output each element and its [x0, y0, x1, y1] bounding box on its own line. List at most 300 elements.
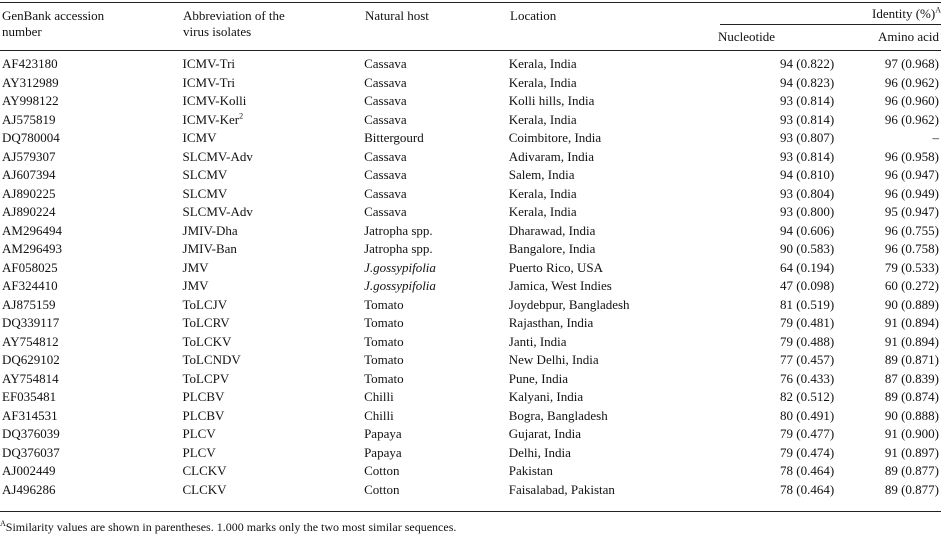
table-row	[0, 240, 941, 259]
table-row	[0, 92, 941, 111]
cell-host-text: Cotton	[364, 481, 400, 497]
cell-abbreviation	[183, 370, 365, 389]
table-row	[0, 166, 941, 185]
cell-host	[364, 111, 509, 130]
cell-abbreviation	[183, 296, 365, 315]
cell-amino-acid-text: 89 (0.877)	[884, 463, 939, 478]
cell-amino-acid-text: 91 (0.897)	[884, 444, 939, 460]
cell-accession-text: AJ579307	[2, 148, 56, 164]
cell-location-text: Joydebpur, Bangladesh	[508, 296, 630, 312]
cell-accession	[0, 259, 183, 278]
cell-abbreviation-text: PLCBV	[182, 389, 225, 404]
cell-location-text: Kerala, India	[508, 185, 577, 201]
cell-location-text: Rajasthan, India	[508, 315, 594, 330]
cell-accession	[0, 148, 183, 167]
cell-accession-text: AF058025	[2, 259, 58, 275]
cell-accession-text: AJ890224	[2, 204, 56, 219]
table-row	[0, 55, 941, 74]
cell-amino-acid	[834, 296, 941, 315]
cell-accession-text: AY754814	[2, 370, 59, 386]
header-abbreviation: Abbreviation of the virus isolates	[183, 8, 285, 39]
cell-abbreviation	[183, 129, 365, 148]
cell-abbreviation	[183, 407, 365, 426]
cell-location	[509, 259, 714, 278]
table-row	[0, 407, 941, 426]
cell-amino-acid-text: 96 (0.758)	[884, 241, 939, 256]
cell-host-text: Papaya	[364, 444, 402, 460]
cell-host-text: Cassava	[364, 148, 407, 164]
cell-abbreviation-text: SLCMV-Adv	[182, 204, 253, 219]
cell-location	[509, 74, 714, 93]
cell-amino-acid-text: 96 (0.962)	[884, 111, 939, 127]
cell-nucleotide-text: 76 (0.433)	[779, 370, 835, 386]
cell-host-text: Tomato	[364, 315, 404, 330]
cell-location-text: Coimbitore, India	[508, 130, 602, 145]
cell-abbreviation	[183, 55, 365, 74]
cell-host	[364, 259, 509, 278]
cell-amino-acid	[834, 407, 941, 426]
cell-abbreviation	[183, 351, 365, 370]
cell-nucleotide-text: 93 (0.804)	[779, 185, 835, 201]
cell-abbreviation-text: ToLCPV	[182, 370, 230, 386]
cell-location-text: Jamica, West Indies	[508, 278, 612, 293]
cell-nucleotide	[713, 277, 834, 296]
cell-amino-acid-text: 79 (0.533)	[884, 259, 939, 275]
cell-location	[509, 388, 714, 407]
top-rule	[0, 2, 941, 3]
cell-abbreviation	[183, 92, 365, 111]
cell-amino-acid	[834, 370, 941, 389]
cell-host	[364, 185, 509, 204]
cell-nucleotide	[713, 185, 834, 204]
cell-location	[509, 277, 714, 296]
cell-accession	[0, 407, 183, 426]
cell-accession-text: AJ575819	[2, 111, 56, 127]
table-row	[0, 185, 941, 204]
cell-nucleotide-text: 79 (0.488)	[779, 333, 835, 349]
cell-location	[509, 111, 714, 130]
cell-nucleotide-text: 94 (0.810)	[779, 167, 835, 182]
cell-accession	[0, 55, 183, 74]
cell-amino-acid-text: 91 (0.900)	[884, 426, 939, 441]
cell-abbreviation-text: CLCKV	[182, 463, 227, 478]
cell-amino-acid-text: 96 (0.958)	[884, 148, 939, 164]
cell-accession-text: DQ629102	[2, 352, 60, 367]
cell-location	[509, 203, 714, 222]
cell-host	[364, 148, 509, 167]
cell-amino-acid	[834, 92, 941, 111]
cell-amino-acid	[834, 425, 941, 444]
cell-location	[509, 296, 714, 315]
cell-location-text: Kerala, India	[508, 74, 577, 90]
cell-abbreviation-text: JMV	[182, 259, 209, 275]
cell-amino-acid-text: 95 (0.947)	[884, 204, 939, 219]
cell-abbreviation	[183, 444, 365, 463]
cell-abbreviation-text: ICMV-Tri	[182, 56, 236, 71]
cell-abbreviation	[183, 259, 365, 278]
header-location: Location	[510, 8, 557, 23]
cell-abbreviation-text: ICMV-Kolli	[182, 93, 247, 108]
cell-accession	[0, 203, 183, 222]
cell-amino-acid-text: 91 (0.894)	[884, 333, 939, 349]
table-row	[0, 314, 941, 333]
table-row	[0, 148, 941, 167]
cell-host	[364, 462, 509, 481]
cell-amino-acid-text: 90 (0.889)	[884, 296, 939, 312]
cell-accession	[0, 481, 183, 500]
cell-accession	[0, 314, 183, 333]
cell-host	[364, 388, 509, 407]
cell-accession	[0, 111, 183, 130]
cell-location	[509, 222, 714, 241]
cell-accession	[0, 425, 183, 444]
table-row	[0, 462, 941, 481]
cell-nucleotide-text: 77 (0.457)	[779, 352, 835, 367]
cell-accession-text: DQ780004	[2, 130, 60, 145]
cell-amino-acid-text: –	[932, 130, 939, 145]
cell-abbreviation	[183, 425, 365, 444]
cell-amino-acid	[834, 259, 941, 278]
cell-abbreviation	[183, 333, 365, 352]
cell-location	[509, 129, 714, 148]
cell-amino-acid-text: 89 (0.877)	[884, 481, 939, 497]
cell-host	[364, 74, 509, 93]
cell-host-text: Cotton	[364, 463, 400, 478]
cell-nucleotide-text: 81 (0.519)	[779, 296, 835, 312]
abbrev-superscript: 2	[239, 111, 244, 121]
cell-amino-acid-text: 96 (0.949)	[884, 185, 939, 201]
cell-accession-text: DQ376037	[2, 444, 60, 460]
cell-abbreviation	[183, 314, 365, 333]
cell-nucleotide-text: 78 (0.464)	[779, 463, 835, 478]
cell-location-text: Bogra, Bangladesh	[508, 407, 608, 423]
cell-abbreviation-text: SLCMV-Adv	[182, 148, 253, 164]
cell-nucleotide-text: 93 (0.814)	[779, 93, 835, 108]
table-row	[0, 129, 941, 148]
cell-amino-acid	[834, 240, 941, 259]
cell-nucleotide-text: 93 (0.800)	[779, 204, 835, 219]
cell-location-text: Puerto Rico, USA	[508, 259, 604, 275]
cell-nucleotide	[713, 314, 834, 333]
cell-abbreviation-text: JMIV-Dha	[182, 222, 238, 238]
cell-nucleotide	[713, 481, 834, 500]
cell-host	[364, 351, 509, 370]
cell-nucleotide-text: 79 (0.477)	[779, 426, 835, 441]
cell-nucleotide	[713, 444, 834, 463]
cell-nucleotide-text: 93 (0.814)	[779, 111, 835, 127]
cell-accession-text: AJ890225	[2, 185, 56, 201]
cell-accession-text: AF314531	[2, 407, 58, 423]
cell-location-text: Kerala, India	[508, 56, 577, 71]
cell-abbreviation	[183, 388, 365, 407]
cell-host-text: Jatropha spp.	[364, 241, 433, 256]
cell-location	[509, 333, 714, 352]
cell-amino-acid	[834, 203, 941, 222]
cell-nucleotide	[713, 407, 834, 426]
cell-amino-acid	[834, 111, 941, 130]
cell-host-text: Tomato	[364, 352, 404, 367]
cell-nucleotide-text: 64 (0.194)	[779, 259, 835, 275]
cell-location	[509, 407, 714, 426]
cell-location	[509, 444, 714, 463]
cell-location	[509, 185, 714, 204]
cell-host	[364, 222, 509, 241]
cell-host-text: Chilli	[364, 389, 394, 404]
cell-nucleotide	[713, 296, 834, 315]
cell-abbreviation	[183, 240, 365, 259]
cell-host	[364, 296, 509, 315]
cell-nucleotide	[713, 462, 834, 481]
cell-host	[364, 425, 509, 444]
cell-location-text: Pune, India	[508, 370, 568, 386]
header-accession: GenBank accession number	[2, 8, 105, 39]
table-row	[0, 425, 941, 444]
cell-host	[364, 166, 509, 185]
cell-nucleotide-text: 79 (0.474)	[779, 444, 835, 460]
cell-host	[364, 92, 509, 111]
cell-location	[509, 351, 714, 370]
cell-amino-acid	[834, 222, 941, 241]
header-nucleotide: Nucleotide	[718, 29, 776, 44]
cell-location-text: Janti, India	[508, 333, 567, 349]
cell-abbreviation-text: JMV	[182, 278, 209, 293]
cell-nucleotide	[713, 333, 834, 352]
cell-amino-acid	[834, 462, 941, 481]
cell-location-text: Adivaram, India	[508, 148, 594, 164]
cell-nucleotide-text: 93 (0.807)	[779, 130, 835, 145]
cell-accession	[0, 388, 183, 407]
cell-accession-text: AJ875159	[2, 296, 56, 312]
cell-abbreviation	[183, 166, 365, 185]
cell-host	[364, 240, 509, 259]
cell-amino-acid	[834, 277, 941, 296]
cell-location	[509, 370, 714, 389]
footnote-marker: A	[0, 519, 6, 528]
cell-location-text: Pakistan	[508, 463, 553, 478]
cell-accession-text: AM296494	[2, 222, 62, 238]
footnote-text: Similarity values are shown in parentheses. 1.000 marks only the two most similar sequences.	[5, 520, 457, 534]
cell-amino-acid-text: 60 (0.272)	[884, 278, 939, 293]
cell-host-text: J.gossypifolia	[364, 278, 436, 293]
cell-host-text: Chilli	[364, 407, 394, 423]
cell-host	[364, 481, 509, 500]
cell-accession	[0, 129, 183, 148]
cell-amino-acid-text: 89 (0.871)	[884, 352, 939, 367]
cell-nucleotide	[713, 203, 834, 222]
header-natural-host: Natural host	[365, 8, 429, 23]
table-body	[0, 55, 941, 499]
cell-nucleotide	[713, 351, 834, 370]
cell-location-text: Delhi, India	[508, 444, 571, 460]
table-row	[0, 259, 941, 278]
cell-abbreviation	[183, 148, 365, 167]
cell-amino-acid	[834, 129, 941, 148]
cell-host-text: Jatropha spp.	[364, 222, 433, 238]
cell-amino-acid	[834, 166, 941, 185]
table-row	[0, 222, 941, 241]
cell-host	[364, 407, 509, 426]
cell-host-text: Tomato	[364, 333, 404, 349]
cell-amino-acid	[834, 481, 941, 500]
cell-accession	[0, 444, 183, 463]
cell-nucleotide	[713, 370, 834, 389]
cell-nucleotide	[713, 55, 834, 74]
table-row	[0, 333, 941, 352]
cell-nucleotide-text: 90 (0.583)	[779, 241, 835, 256]
cell-amino-acid-text: 96 (0.947)	[884, 167, 939, 182]
table-row	[0, 296, 941, 315]
cell-location	[509, 55, 714, 74]
cell-amino-acid-text: 96 (0.960)	[884, 93, 939, 108]
cell-abbreviation	[183, 74, 365, 93]
cell-accession-text: AM296493	[2, 241, 62, 256]
table-row	[0, 444, 941, 463]
cell-host-text: Tomato	[364, 296, 404, 312]
cell-abbreviation-text: CLCKV	[182, 481, 227, 497]
table-row	[0, 111, 941, 130]
cell-accession	[0, 166, 183, 185]
cell-nucleotide-text: 78 (0.464)	[779, 481, 835, 497]
cell-host	[364, 444, 509, 463]
cell-nucleotide-text: 79 (0.481)	[779, 315, 835, 330]
cell-amino-acid-text: 96 (0.962)	[884, 74, 939, 90]
cell-host-text: Bittergourd	[364, 130, 424, 145]
cell-abbreviation	[183, 222, 365, 241]
cell-nucleotide	[713, 425, 834, 444]
cell-abbreviation	[183, 203, 365, 222]
cell-abbreviation-text: PLCV	[182, 426, 216, 441]
cell-abbreviation-text: ICMV-Ker	[182, 111, 240, 127]
cell-location-text: New Delhi, India	[508, 352, 599, 367]
cell-amino-acid	[834, 55, 941, 74]
cell-location	[509, 148, 714, 167]
identity-span-rule	[720, 24, 941, 25]
cell-host-text: Cassava	[364, 185, 407, 201]
cell-accession-text: AF324410	[2, 278, 58, 293]
cell-accession	[0, 222, 183, 241]
cell-host-text: Cassava	[364, 111, 407, 127]
cell-host-text: Cassava	[364, 93, 407, 108]
cell-abbreviation	[183, 185, 365, 204]
cell-accession-text: AJ607394	[2, 167, 56, 182]
cell-host	[364, 314, 509, 333]
cell-nucleotide-text: 94 (0.822)	[779, 56, 835, 71]
cell-location-text: Bangalore, India	[508, 241, 596, 256]
cell-nucleotide	[713, 166, 834, 185]
cell-abbreviation-text: ICMV	[182, 130, 217, 145]
cell-amino-acid	[834, 74, 941, 93]
cell-abbreviation-text: ToLCJV	[182, 296, 228, 312]
cell-abbreviation-text: PLCBV	[182, 407, 225, 423]
cell-accession	[0, 74, 183, 93]
table-row	[0, 351, 941, 370]
cell-location	[509, 314, 714, 333]
cell-host	[364, 129, 509, 148]
cell-location	[509, 462, 714, 481]
cell-accession	[0, 370, 183, 389]
cell-amino-acid-text: 90 (0.888)	[884, 407, 939, 423]
cell-abbreviation-text: JMIV-Ban	[182, 241, 237, 256]
cell-abbreviation-text: PLCV	[182, 444, 216, 460]
cell-accession-text: AY754812	[2, 333, 59, 349]
cell-host-text: Cassava	[364, 56, 407, 71]
cell-accession-text: AJ002449	[2, 463, 56, 478]
cell-amino-acid-text: 91 (0.894)	[884, 315, 939, 330]
cell-amino-acid-text: 97 (0.968)	[884, 56, 939, 71]
cell-location	[509, 425, 714, 444]
cell-location-text: Kerala, India	[508, 111, 577, 127]
cell-amino-acid	[834, 351, 941, 370]
cell-accession	[0, 351, 183, 370]
cell-host	[364, 333, 509, 352]
cell-accession-text: AY998122	[2, 93, 59, 108]
cell-accession	[0, 240, 183, 259]
cell-location-text: Salem, India	[508, 167, 575, 182]
cell-host-text: Cassava	[364, 167, 407, 182]
cell-accession	[0, 277, 183, 296]
cell-nucleotide	[713, 148, 834, 167]
cell-location-text: Kalyani, India	[508, 389, 584, 404]
bottom-rule	[0, 511, 941, 512]
cell-accession-text: AJ496286	[2, 481, 56, 497]
cell-accession	[0, 296, 183, 315]
cell-nucleotide-text: 94 (0.606)	[779, 222, 835, 238]
cell-abbreviation-text: ToLCKV	[182, 333, 232, 349]
cell-abbreviation	[183, 462, 365, 481]
cell-abbreviation-text: ICMV-Tri	[182, 74, 236, 90]
cell-nucleotide	[713, 388, 834, 407]
cell-accession	[0, 92, 183, 111]
cell-location	[509, 92, 714, 111]
table-row	[0, 388, 941, 407]
cell-amino-acid-text: 96 (0.755)	[884, 222, 939, 238]
cell-nucleotide-text: 47 (0.098)	[779, 278, 835, 293]
cell-host-text: Papaya	[364, 426, 402, 441]
cell-amino-acid	[834, 185, 941, 204]
cell-host-text: Tomato	[364, 370, 404, 386]
cell-accession-text: DQ376039	[2, 426, 60, 441]
table-row	[0, 203, 941, 222]
cell-nucleotide-text: 93 (0.814)	[779, 148, 835, 164]
header-amino-acid: Amino acid	[877, 29, 939, 44]
cell-abbreviation	[183, 277, 365, 296]
cell-abbreviation	[183, 481, 365, 500]
cell-accession-text: AF423180	[2, 56, 58, 71]
header-identity: Identity (%)$^A$	[872, 5, 941, 21]
cell-host	[364, 203, 509, 222]
cell-location-text: Gujarat, India	[508, 426, 581, 441]
cell-accession	[0, 333, 183, 352]
cell-amino-acid	[834, 444, 941, 463]
cell-location-text: Faisalabad, Pakistan	[508, 481, 615, 497]
cell-host	[364, 370, 509, 389]
identity-footnote-marker: A	[935, 5, 941, 15]
cell-amino-acid	[834, 333, 941, 352]
cell-abbreviation	[183, 111, 365, 130]
cell-location-text: Kolli hills, India	[508, 93, 595, 108]
table-footnote	[0, 520, 456, 534]
cell-nucleotide	[713, 74, 834, 93]
cell-amino-acid-text: 89 (0.874)	[884, 389, 939, 404]
cell-nucleotide	[713, 222, 834, 241]
cell-host-text: Cassava	[364, 204, 407, 219]
cell-amino-acid	[834, 314, 941, 333]
cell-location	[509, 240, 714, 259]
table-row	[0, 74, 941, 93]
cell-accession	[0, 185, 183, 204]
cell-nucleotide	[713, 92, 834, 111]
table-row	[0, 370, 941, 389]
